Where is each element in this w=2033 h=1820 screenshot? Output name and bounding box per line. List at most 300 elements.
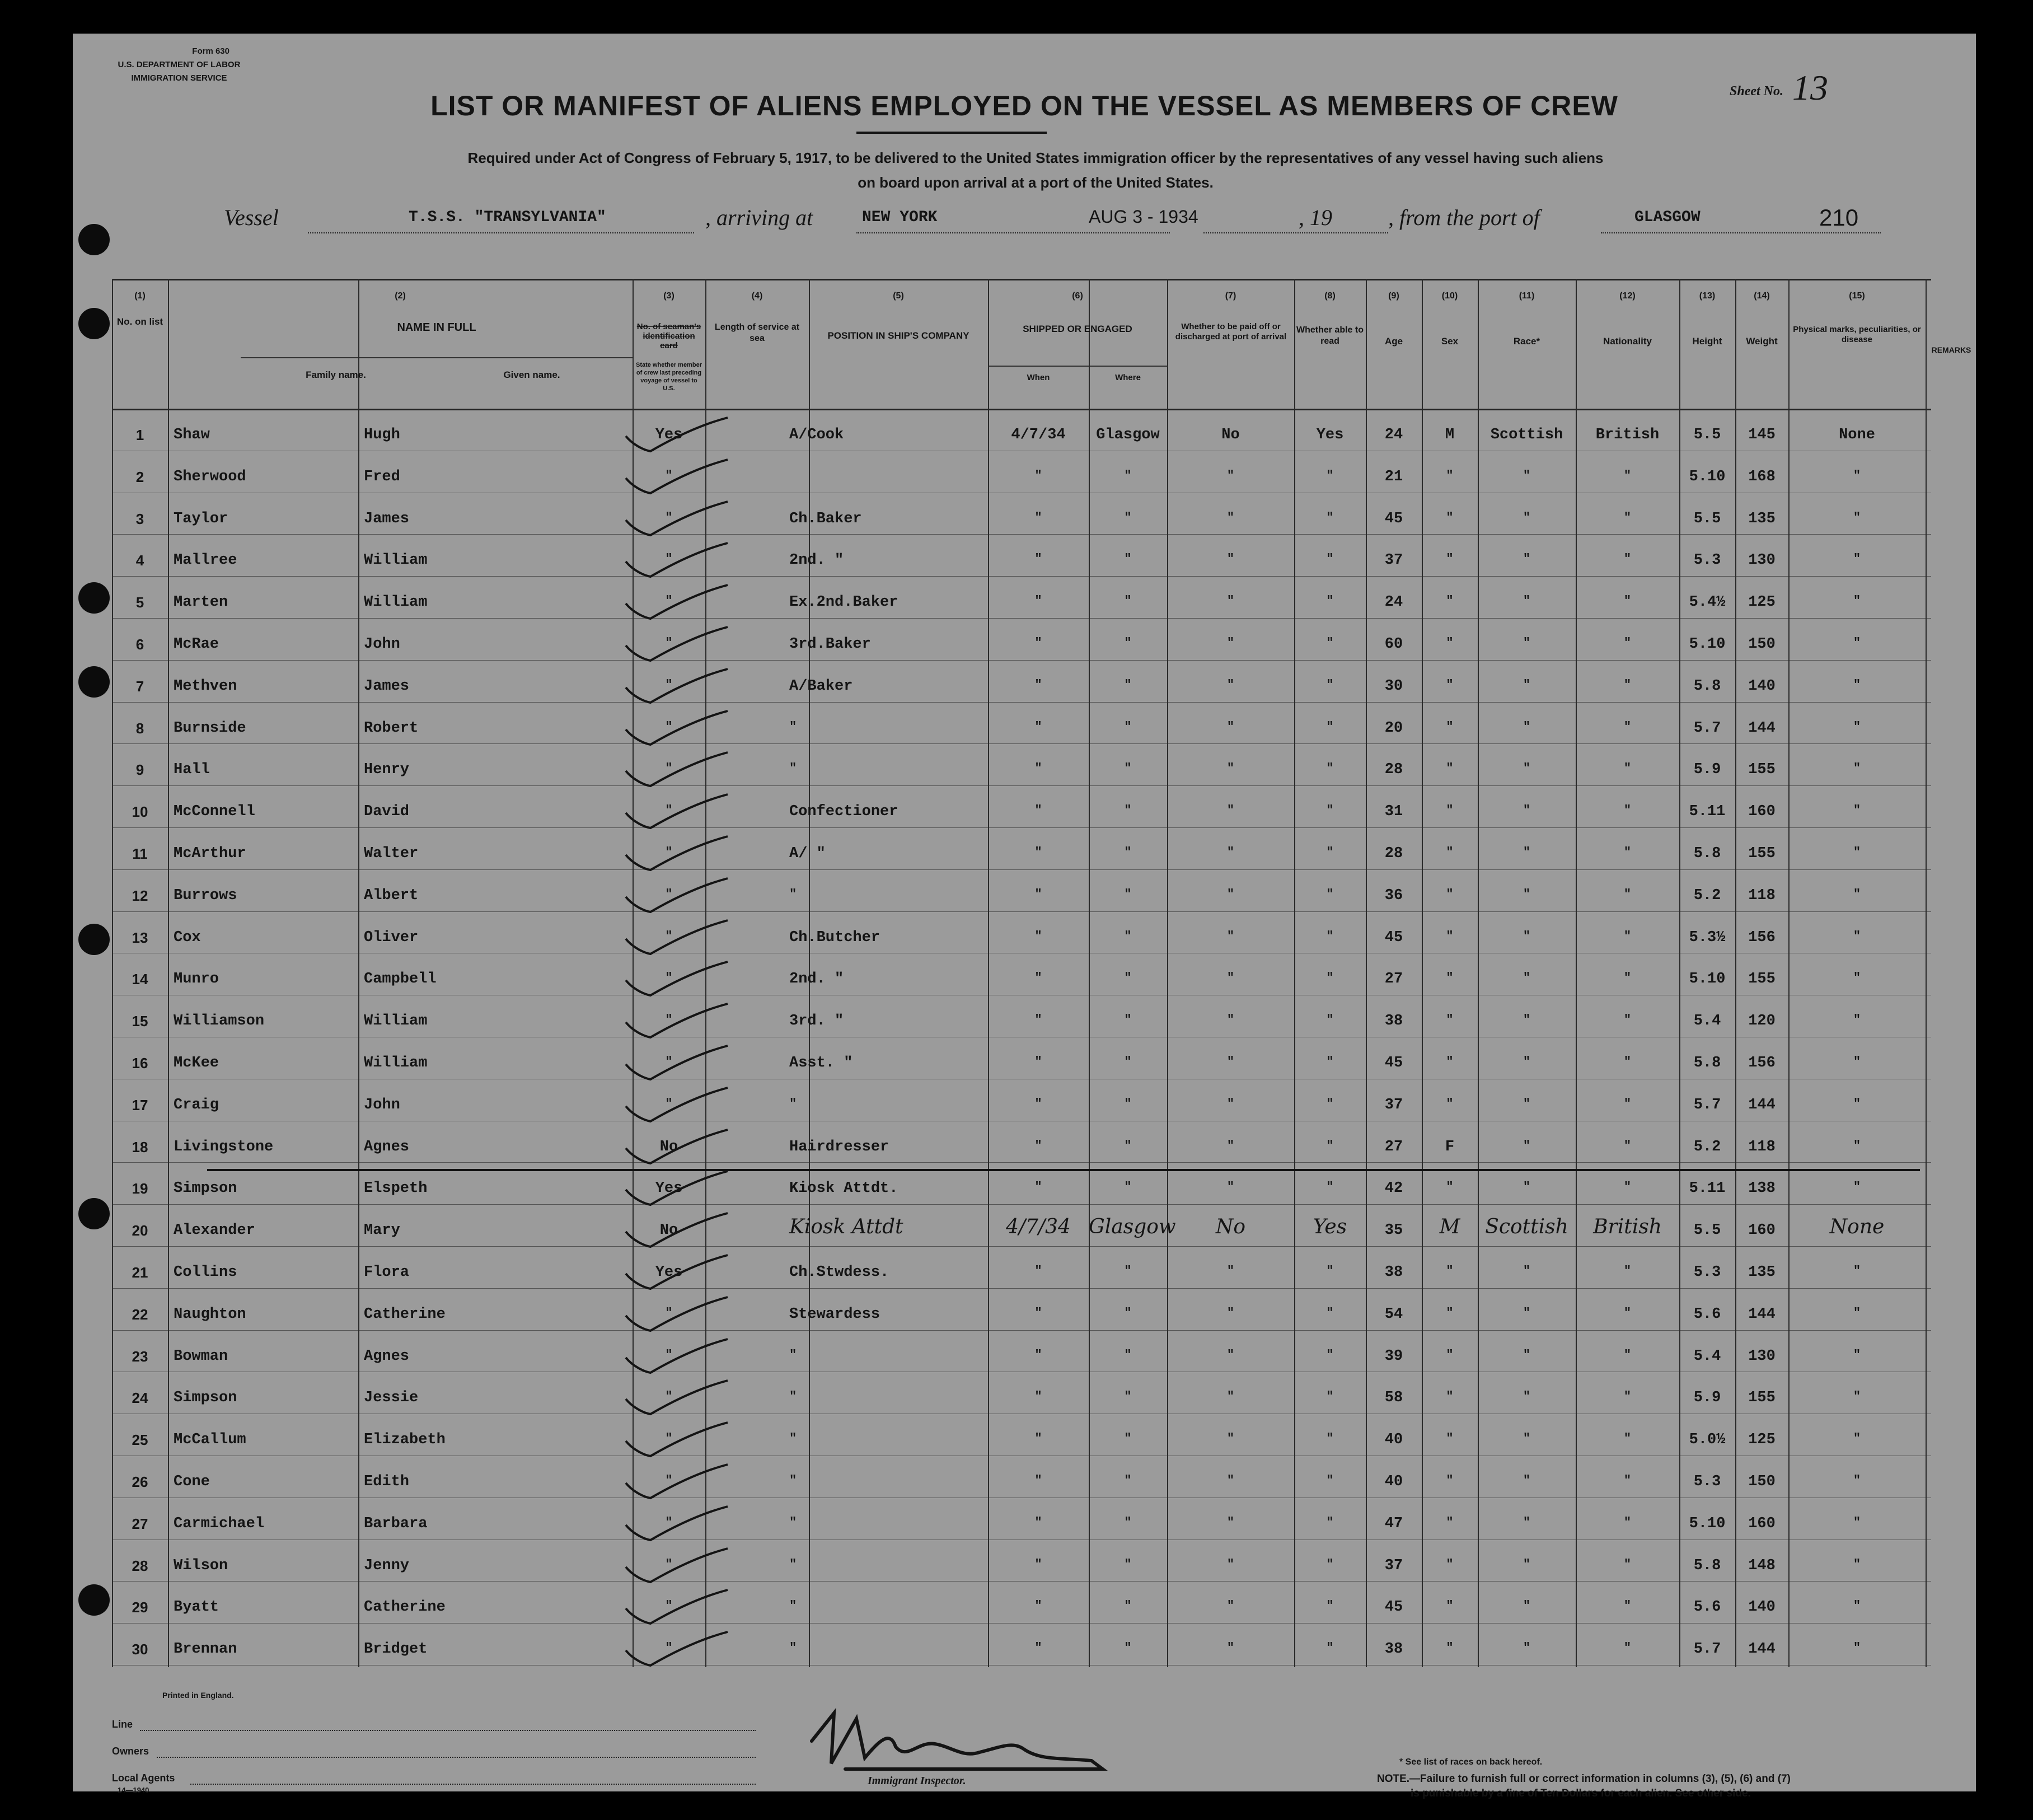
race-value: " <box>1523 1055 1531 1069</box>
arriving-label: , arriving at <box>705 205 813 230</box>
able-to-read: " <box>1326 510 1334 525</box>
previous-voyage: Yes <box>655 1264 683 1281</box>
engaged-date: " <box>1034 1557 1042 1571</box>
previous-voyage: " <box>665 1473 673 1487</box>
height-value: 5.10 <box>1689 971 1726 988</box>
check-mark <box>621 1296 728 1330</box>
row-number: 17 <box>132 1096 148 1113</box>
family-name: Mallree <box>174 552 237 569</box>
paid-off-flag: " <box>1226 1096 1235 1111</box>
paid-off-flag: " <box>1226 1180 1235 1195</box>
weight-value: 156 <box>1748 929 1776 946</box>
age-value: 21 <box>1384 468 1403 485</box>
header-length-service: Length of service at sea <box>714 322 800 343</box>
age-value: 36 <box>1384 887 1403 904</box>
weight-value: 155 <box>1748 971 1776 988</box>
weight-value: 125 <box>1748 594 1776 611</box>
race-value: " <box>1523 636 1531 650</box>
paid-off-flag: " <box>1226 719 1235 734</box>
height-value: 5.11 <box>1689 803 1726 821</box>
table-row <box>73 749 1976 790</box>
engaged-place: " <box>1124 1389 1132 1404</box>
able-to-read: " <box>1326 1264 1334 1278</box>
table-row <box>73 958 1976 1000</box>
engaged-place: " <box>1124 1473 1132 1487</box>
engaged-date: " <box>1034 1055 1042 1069</box>
given-name: Oliver <box>364 929 419 946</box>
engaged-place: Glasgow <box>1096 427 1160 443</box>
previous-voyage: " <box>665 1599 673 1613</box>
given-name: William <box>364 552 428 569</box>
column-number: (6) <box>1072 291 1083 301</box>
weight-value: 135 <box>1748 1264 1776 1281</box>
check-mark <box>621 500 728 534</box>
physical-marks: " <box>1853 510 1861 525</box>
age-value: 45 <box>1384 1055 1403 1072</box>
ship-position: Ex.2nd.Baker <box>789 594 898 611</box>
row-number: 6 <box>135 636 144 653</box>
paid-off-flag: " <box>1226 1055 1235 1069</box>
previous-voyage: " <box>665 636 673 650</box>
nationality-value: " <box>1623 971 1632 985</box>
weight-value: 140 <box>1748 677 1776 695</box>
weight-value: 155 <box>1748 845 1776 862</box>
given-name: Fred <box>364 468 400 485</box>
previous-voyage: " <box>665 719 673 734</box>
row-number: 20 <box>132 1222 148 1239</box>
physical-marks: " <box>1853 552 1861 567</box>
previous-voyage: " <box>665 594 673 609</box>
engaged-place: " <box>1124 1599 1132 1613</box>
row-number: 19 <box>132 1180 148 1197</box>
column-number: (14) <box>1754 291 1770 301</box>
height-value: 5.3 <box>1693 1473 1721 1490</box>
table-row <box>73 833 1976 874</box>
nationality-value: " <box>1623 1431 1632 1446</box>
engaged-date: " <box>1034 929 1042 943</box>
engaged-place: " <box>1124 887 1132 901</box>
table-row <box>73 666 1976 707</box>
nationality-value: " <box>1623 803 1632 818</box>
row-number: 22 <box>132 1306 148 1323</box>
nationality-value: " <box>1623 845 1632 859</box>
header-when: When <box>1027 373 1050 382</box>
height-value: 5.10 <box>1689 636 1726 653</box>
age-value: 27 <box>1384 971 1403 988</box>
weight-value: 140 <box>1748 1599 1776 1616</box>
race-value: " <box>1523 1180 1531 1195</box>
weight-value: 144 <box>1748 1096 1776 1113</box>
age-value: 27 <box>1384 1138 1403 1155</box>
table-row <box>73 624 1976 665</box>
race-value: " <box>1523 887 1531 901</box>
ship-position: " <box>789 1431 797 1446</box>
paid-off-flag: " <box>1226 1306 1235 1320</box>
able-to-read: " <box>1326 1013 1334 1027</box>
check-mark <box>621 1505 728 1539</box>
engaged-place: " <box>1124 1096 1132 1111</box>
race-value: " <box>1523 1431 1531 1446</box>
physical-marks: " <box>1853 761 1861 776</box>
family-name: Simpson <box>174 1180 237 1197</box>
previous-voyage: " <box>665 1055 673 1069</box>
table-row <box>73 1629 1976 1670</box>
weight-value: 160 <box>1748 1222 1776 1239</box>
physical-marks: " <box>1853 1599 1861 1613</box>
given-name: Robert <box>364 719 419 737</box>
header-where: Where <box>1115 373 1141 382</box>
engaged-date: " <box>1034 971 1042 985</box>
family-name: Methven <box>174 677 237 695</box>
weight-value: 125 <box>1748 1431 1776 1449</box>
row-number: 2 <box>135 468 144 485</box>
check-mark <box>621 1589 728 1622</box>
engaged-place: " <box>1124 552 1132 567</box>
weight-value: 144 <box>1748 1306 1776 1323</box>
race-value: " <box>1523 845 1531 859</box>
check-mark <box>621 793 728 827</box>
given-name: James <box>364 510 410 527</box>
table-row <box>73 1210 1976 1251</box>
sex-value: " <box>1446 971 1454 985</box>
header-able-read: Whether able to read <box>1296 325 1364 346</box>
engaged-place: " <box>1124 971 1132 985</box>
previous-voyage: " <box>665 1348 673 1362</box>
engaged-place: " <box>1124 1515 1132 1529</box>
age-value: 24 <box>1384 594 1403 611</box>
header-given-name: Given name. <box>503 369 560 380</box>
inspector-label: Immigrant Inspector. <box>868 1775 966 1787</box>
header-seaman-id: No. of seaman's identification card <box>636 322 701 350</box>
previous-voyage: " <box>665 1557 673 1571</box>
race-value: " <box>1523 552 1531 567</box>
weight-value: 135 <box>1748 510 1776 527</box>
family-name: McArthur <box>174 845 246 862</box>
age-value: 40 <box>1384 1431 1403 1449</box>
height-value: 5.8 <box>1693 1557 1721 1574</box>
row-number: 7 <box>135 677 144 695</box>
row-number: 9 <box>135 761 144 779</box>
column-number: (2) <box>395 291 406 301</box>
family-name: McRae <box>174 636 219 653</box>
age-value: 38 <box>1384 1641 1403 1658</box>
sex-value: " <box>1446 1557 1454 1571</box>
race-value: " <box>1523 677 1531 692</box>
ship-position: Kiosk Attdt <box>789 1215 903 1239</box>
nationality-value: " <box>1623 1348 1632 1362</box>
height-value: 5.6 <box>1693 1306 1721 1323</box>
table-row <box>73 456 1976 498</box>
physical-marks: " <box>1853 1389 1861 1404</box>
height-value: 5.9 <box>1693 1389 1721 1407</box>
previous-voyage: No <box>659 1138 678 1155</box>
race-value: Scottish <box>1485 1215 1568 1239</box>
paid-off-flag: " <box>1226 971 1235 985</box>
able-to-read: " <box>1326 677 1334 692</box>
family-name: Cone <box>174 1473 210 1490</box>
able-to-read: " <box>1326 1306 1334 1320</box>
nationality-value: " <box>1623 1557 1632 1571</box>
column-number: (13) <box>1699 291 1716 301</box>
previous-voyage: " <box>665 468 673 483</box>
previous-voyage: " <box>665 552 673 567</box>
ship-position: " <box>789 1641 797 1655</box>
paid-off-flag: No <box>1221 427 1240 443</box>
age-value: 37 <box>1384 1096 1403 1113</box>
engaged-date: " <box>1034 1641 1042 1655</box>
row-number: 24 <box>132 1389 148 1407</box>
given-name: Barbara <box>364 1515 428 1532</box>
height-value: 5.3 <box>1693 1264 1721 1281</box>
sex-value: " <box>1446 761 1454 776</box>
row-number: 28 <box>132 1557 148 1574</box>
service-name: IMMIGRATION SERVICE <box>131 73 227 83</box>
able-to-read: " <box>1326 1138 1334 1153</box>
engaged-place: " <box>1124 636 1132 650</box>
departure-port: GLASGOW <box>1634 209 1701 226</box>
family-name: Carmichael <box>174 1515 265 1532</box>
column-number: (11) <box>1519 291 1535 301</box>
check-mark <box>621 1129 728 1162</box>
paid-off-flag: " <box>1226 468 1235 483</box>
nationality-value: " <box>1623 1306 1632 1320</box>
ship-position: " <box>789 1096 797 1111</box>
age-value: 45 <box>1384 510 1403 527</box>
physical-marks: " <box>1853 468 1861 483</box>
previous-voyage: " <box>665 845 673 859</box>
table-row <box>73 1336 1976 1377</box>
paid-off-flag: " <box>1226 887 1235 901</box>
age-value: 40 <box>1384 1473 1403 1490</box>
engaged-date: " <box>1034 1138 1042 1153</box>
nationality-value: " <box>1623 1515 1632 1529</box>
sex-value: " <box>1446 1515 1454 1529</box>
previous-voyage: " <box>665 1306 673 1320</box>
previous-voyage: " <box>665 971 673 985</box>
nationality-value: " <box>1623 1641 1632 1655</box>
physical-marks: " <box>1853 719 1861 734</box>
check-mark <box>621 1379 728 1413</box>
physical-marks: " <box>1853 1557 1861 1571</box>
column-number: (4) <box>751 291 763 301</box>
paid-off-flag: " <box>1226 1641 1235 1655</box>
table-row <box>73 875 1976 916</box>
age-value: 38 <box>1384 1264 1403 1281</box>
paid-off-flag: " <box>1226 1348 1235 1362</box>
sex-value: " <box>1446 719 1454 734</box>
sex-value: M <box>1445 427 1455 443</box>
height-value: 5.5 <box>1693 427 1721 443</box>
nationality-value: " <box>1623 887 1632 901</box>
header-position: POSITION IN SHIP'S COMPANY <box>827 330 969 341</box>
check-mark <box>621 1003 728 1036</box>
weight-value: 130 <box>1748 552 1776 569</box>
title-underline <box>856 132 1047 134</box>
family-name: Craig <box>174 1096 219 1113</box>
table-row <box>73 1126 1976 1168</box>
age-value: 28 <box>1384 845 1403 862</box>
form-number: Form 630 <box>192 46 229 56</box>
nationality-value: " <box>1623 552 1632 567</box>
ship-position: 2nd. " <box>789 971 844 988</box>
given-name: John <box>364 1096 400 1113</box>
previous-voyage: " <box>665 1013 673 1027</box>
previous-voyage: " <box>665 803 673 818</box>
age-value: 45 <box>1384 1599 1403 1616</box>
physical-marks: " <box>1853 1138 1861 1153</box>
physical-marks: " <box>1853 677 1861 692</box>
table-row <box>73 1461 1976 1503</box>
age-value: 42 <box>1384 1180 1403 1197</box>
binder-hole <box>78 224 110 255</box>
race-value: " <box>1523 594 1531 609</box>
sex-value: " <box>1446 1389 1454 1404</box>
table-row <box>73 1545 1976 1587</box>
table-row <box>73 540 1976 581</box>
engaged-date: 4/7/34 <box>1011 427 1066 443</box>
weight-value: 145 <box>1748 427 1776 443</box>
table-row <box>73 498 1976 540</box>
row-number: 5 <box>135 594 144 611</box>
table-row <box>73 791 1976 832</box>
nationality-value: " <box>1623 468 1632 483</box>
paid-off-flag: No <box>1215 1215 1246 1239</box>
row-number: 21 <box>132 1264 148 1281</box>
row-number: 18 <box>132 1138 148 1155</box>
nationality-value: " <box>1623 1473 1632 1487</box>
able-to-read: " <box>1326 1180 1334 1195</box>
given-name: William <box>364 594 428 611</box>
race-value: " <box>1523 1389 1531 1404</box>
race-value: " <box>1523 1138 1531 1153</box>
family-name: Simpson <box>174 1389 237 1407</box>
header-race: Race* <box>1513 336 1540 347</box>
given-name: Elizabeth <box>364 1431 446 1449</box>
table-row <box>73 414 1976 456</box>
table-row <box>73 1168 1976 1209</box>
column-number: (5) <box>893 291 904 301</box>
line-label: Line <box>112 1719 133 1730</box>
ship-position: A/ " <box>789 845 826 862</box>
previous-voyage: " <box>665 1389 673 1404</box>
row-number: 16 <box>132 1055 148 1072</box>
table-row <box>73 1377 1976 1419</box>
age-value: 28 <box>1384 761 1403 779</box>
engaged-place: " <box>1124 1641 1132 1655</box>
race-value: " <box>1523 1348 1531 1362</box>
paid-off-flag: " <box>1226 845 1235 859</box>
form-identifier <box>112 45 246 85</box>
given-name: William <box>364 1013 428 1030</box>
height-value: 5.7 <box>1693 1096 1721 1113</box>
check-mark <box>621 626 728 659</box>
family-name: Cox <box>174 929 201 946</box>
row-number: 10 <box>132 803 148 821</box>
weight-value: 155 <box>1748 761 1776 779</box>
height-value: 5.8 <box>1693 1055 1721 1072</box>
engaged-place: " <box>1124 845 1132 859</box>
family-name: Byatt <box>174 1599 219 1616</box>
check-mark <box>621 1547 728 1581</box>
race-value: " <box>1523 1013 1531 1027</box>
able-to-read: " <box>1326 929 1334 943</box>
table-row <box>73 1084 1976 1126</box>
family-name: Williamson <box>174 1013 265 1030</box>
family-name: McConnell <box>174 803 255 821</box>
race-value: " <box>1523 929 1531 943</box>
able-to-read: " <box>1326 1599 1334 1613</box>
year-label: , 19 <box>1299 205 1332 230</box>
sex-value: M <box>1439 1215 1460 1239</box>
engaged-place: " <box>1124 1557 1132 1571</box>
able-to-read: " <box>1326 761 1334 776</box>
engaged-place: " <box>1124 1431 1132 1446</box>
nationality-value: " <box>1623 677 1632 692</box>
paid-off-flag: " <box>1226 929 1235 943</box>
engaged-place: " <box>1124 677 1132 692</box>
sex-value: " <box>1446 1264 1454 1278</box>
weight-value: 168 <box>1748 468 1776 485</box>
engaged-date: " <box>1034 1431 1042 1446</box>
header-height: Height <box>1692 336 1722 347</box>
paid-off-flag: " <box>1226 1599 1235 1613</box>
engaged-date: " <box>1034 1306 1042 1320</box>
sheet-value: 13 <box>1792 68 1828 107</box>
column-number: (8) <box>1324 291 1336 301</box>
race-value: " <box>1523 1096 1531 1111</box>
nationality-value: " <box>1623 1599 1632 1613</box>
engaged-date: " <box>1034 1264 1042 1278</box>
able-to-read: " <box>1326 594 1334 609</box>
ship-position: Confectioner <box>789 803 898 821</box>
sex-value: " <box>1446 845 1454 859</box>
table-row <box>73 582 1976 623</box>
check-mark <box>621 961 728 994</box>
engaged-date: " <box>1034 510 1042 525</box>
sex-value: " <box>1446 1306 1454 1320</box>
nationality-value: " <box>1623 1138 1632 1153</box>
engaged-date: " <box>1034 1599 1042 1613</box>
ship-position: " <box>789 761 797 776</box>
ship-position: A/Cook <box>789 427 844 443</box>
given-name: Campbell <box>364 971 437 988</box>
check-mark <box>621 751 728 785</box>
height-value: 5.3 <box>1693 552 1721 569</box>
engaged-date: " <box>1034 887 1042 901</box>
nationality-value: " <box>1623 1389 1632 1404</box>
engaged-place: " <box>1124 1013 1132 1027</box>
previous-voyage: " <box>665 510 673 525</box>
paid-off-flag: " <box>1226 510 1235 525</box>
race-value: " <box>1523 971 1531 985</box>
height-value: 5.6 <box>1693 1599 1721 1616</box>
check-mark <box>621 1170 728 1204</box>
check-mark <box>621 668 728 701</box>
header-remarks: REMARKS <box>1931 345 1971 354</box>
able-to-read: " <box>1326 1515 1334 1529</box>
race-value: " <box>1523 1557 1531 1571</box>
able-to-read: " <box>1326 636 1334 650</box>
ship-position: A/Baker <box>789 677 853 695</box>
paid-off-flag: " <box>1226 1013 1235 1027</box>
previous-voyage: " <box>665 887 673 901</box>
nationality-value: " <box>1623 1096 1632 1111</box>
physical-marks: " <box>1853 803 1861 818</box>
row-number: 12 <box>132 887 148 904</box>
check-mark <box>621 1631 728 1664</box>
able-to-read: " <box>1326 971 1334 985</box>
race-value: " <box>1523 761 1531 776</box>
